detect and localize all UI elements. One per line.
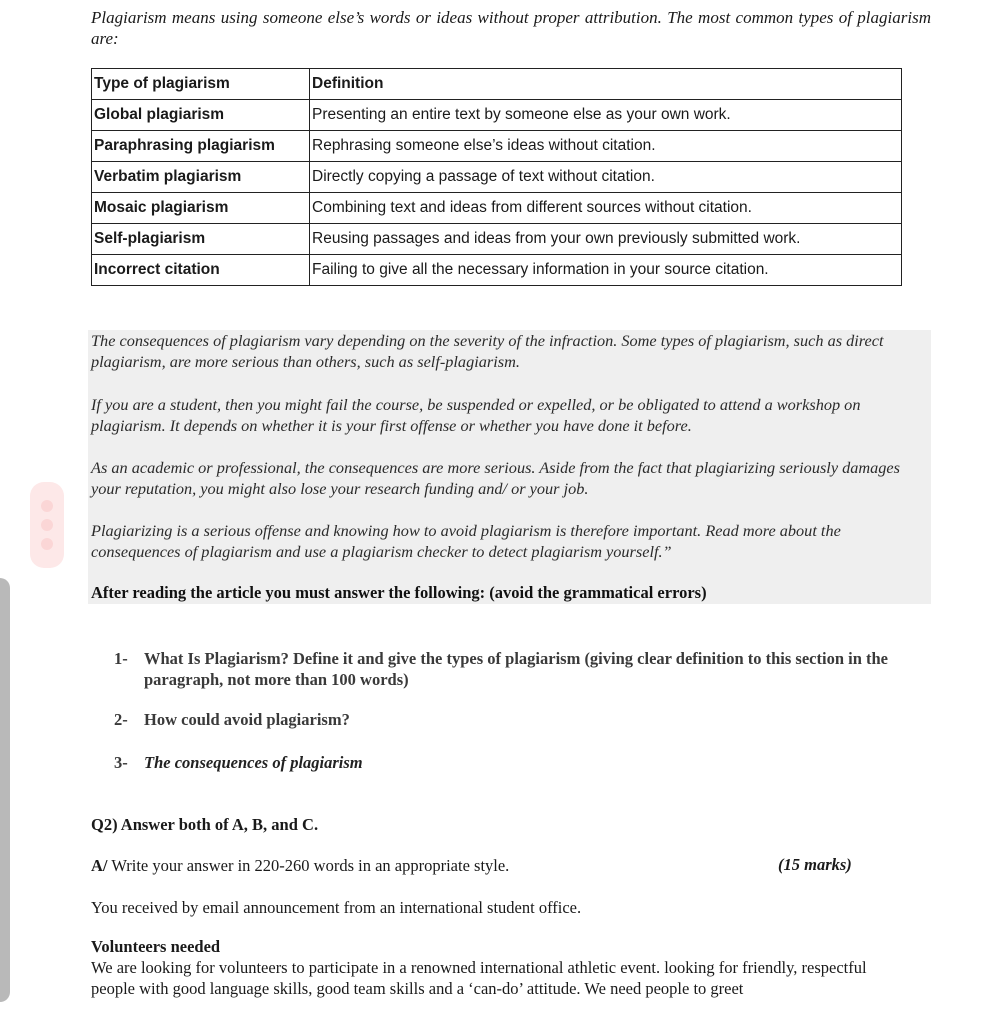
instruction-text: After reading the article you must answer the following: (avoid the grammatical errors) bbox=[91, 583, 707, 602]
definition-cell: Rephrasing someone else’s ideas without citation. bbox=[310, 131, 902, 162]
volunteers-text: We are looking for volunteers to participate in a renowned international athletic event. looking for friendly, respectful people with good language skills, good team skills and a ‘can-do’ attitude. We need people to greet bbox=[91, 958, 867, 998]
question-number: 3- bbox=[114, 753, 128, 772]
question-1 bbox=[114, 648, 934, 690]
header-definition: Definition bbox=[310, 69, 902, 100]
plagiarism-types-table bbox=[91, 68, 902, 286]
email-line: You received by email announcement from an international student office. bbox=[91, 898, 582, 917]
type-cell: Self-plagiarism bbox=[92, 224, 310, 255]
consequences-paragraph-4: Plagiarizing is a serious offense and knowing how to avoid plagiarism is therefore important. Read more about the consequences of plagiarism and use a plagiarism checker to detect plagiarism yourself.” bbox=[91, 521, 841, 561]
table-row bbox=[92, 131, 902, 162]
question-2 bbox=[114, 709, 934, 730]
definition-cell: Directly copying a passage of text without citation. bbox=[310, 162, 902, 193]
side-floating-button[interactable] bbox=[30, 482, 64, 568]
definition-cell: Presenting an entire text by someone else as your own work. bbox=[310, 100, 902, 131]
dot-icon bbox=[41, 538, 53, 550]
question-text: What Is Plagiarism? Define it and give the types of plagiarism (giving clear definition to this section in the paragraph, not more than 100 words) bbox=[144, 649, 889, 689]
question-3 bbox=[114, 752, 934, 773]
table-row bbox=[92, 255, 902, 286]
volunteers-heading: Volunteers needed bbox=[91, 937, 221, 956]
definition-cell: Reusing passages and ideas from your own previously submitted work. bbox=[310, 224, 902, 255]
table-row bbox=[92, 193, 902, 224]
question-number: 1- bbox=[114, 649, 128, 668]
table-header-row bbox=[92, 69, 902, 100]
question-number: 2- bbox=[114, 710, 128, 729]
type-cell: Mosaic plagiarism bbox=[92, 193, 310, 224]
definition-cell: Combining text and ideas from different sources without citation. bbox=[310, 193, 902, 224]
part-a-line bbox=[91, 855, 509, 876]
header-type: Type of plagiarism bbox=[92, 69, 310, 100]
left-edge-panel-handle[interactable] bbox=[0, 578, 10, 1002]
table-row bbox=[92, 100, 902, 131]
type-cell: Verbatim plagiarism bbox=[92, 162, 310, 193]
question-text: How could avoid plagiarism? bbox=[144, 710, 350, 729]
dot-icon bbox=[41, 519, 53, 531]
dot-icon bbox=[41, 500, 53, 512]
part-a-text: Write your answer in 220-260 words in an appropriate style. bbox=[107, 856, 510, 875]
consequences-paragraph-2: If you are a student, then you might fail the course, be suspended or expelled, or be obligated to attend a workshop on plagiarism. It depends on whether it is your first offense or whether you have done it before. bbox=[91, 395, 861, 435]
definition-cell: Failing to give all the necessary information in your source citation. bbox=[310, 255, 902, 286]
type-cell: Global plagiarism bbox=[92, 100, 310, 131]
question-text: The consequences of plagiarism bbox=[144, 753, 363, 772]
part-a-label: A/ bbox=[91, 856, 108, 875]
consequences-paragraph-3: As an academic or professional, the consequences are more serious. Aside from the fact that plagiarizing seriously damages your reputation, you might also lose your research funding and/ or your job. bbox=[91, 458, 900, 498]
table-row bbox=[92, 162, 902, 193]
q2-heading: Q2) Answer both of A, B, and C. bbox=[91, 815, 319, 834]
type-cell: Paraphrasing plagiarism bbox=[92, 131, 310, 162]
consequences-paragraph-1: The consequences of plagiarism vary depending on the severity of the infraction. Some types of plagiarism, such as direct plagiarism, are more serious than others, such as self-plagiarism. bbox=[91, 331, 884, 371]
type-cell: Incorrect citation bbox=[92, 255, 310, 286]
intro-paragraph: Plagiarism means using someone else’s words or ideas without proper attribution. The most common types of plagiarism are: bbox=[91, 8, 931, 48]
table-row bbox=[92, 224, 902, 255]
marks-label: (15 marks) bbox=[778, 855, 852, 874]
